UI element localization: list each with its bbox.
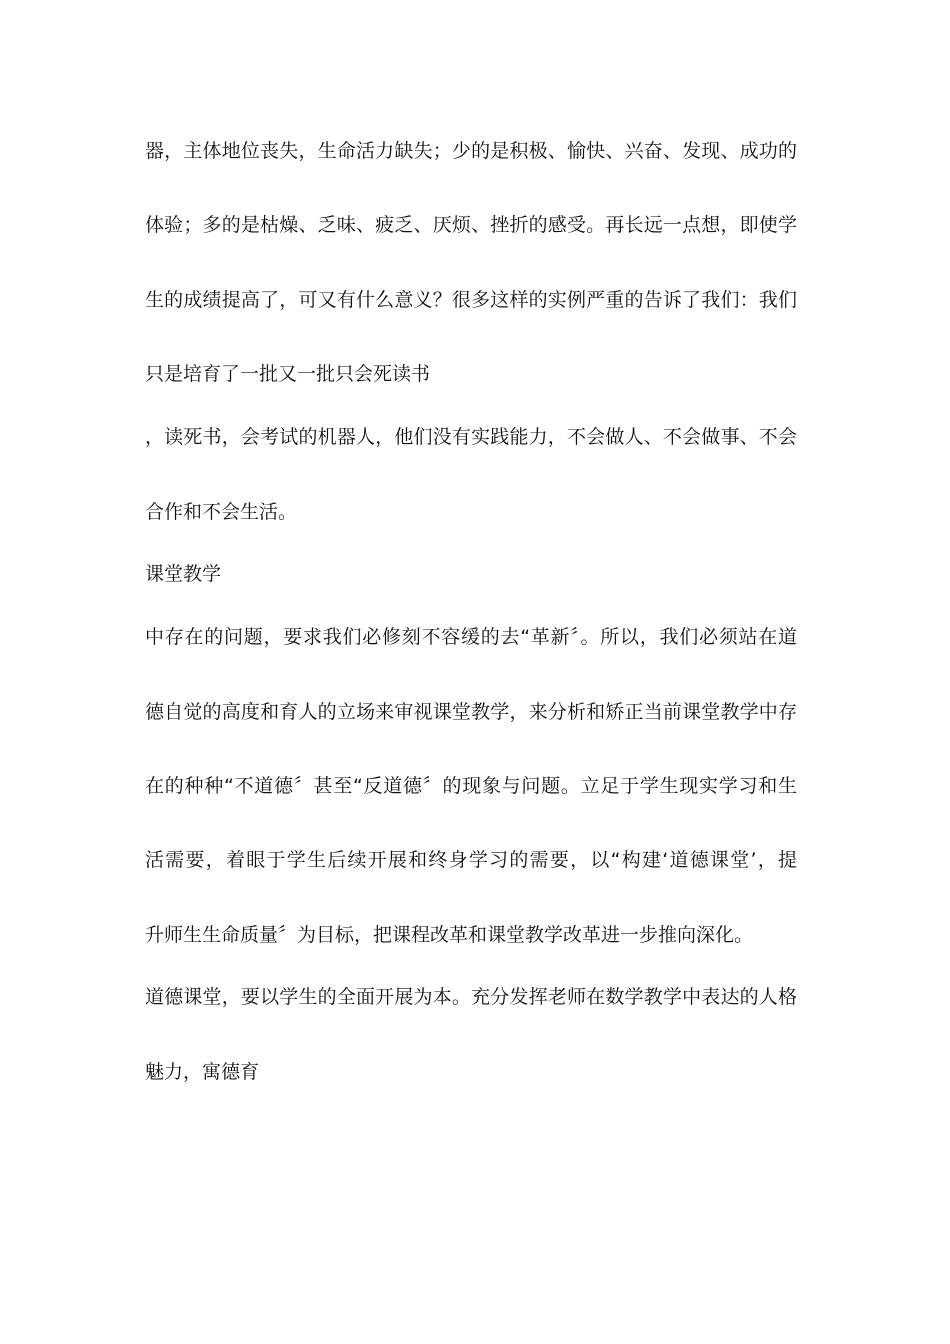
text-line-14: 魅力，寓德育 [145,1061,260,1083]
text-line-2: 体验；多的是枯燥、乏味、疲乏、厌烦、挫折的感受。再长远一点想，即使学 [145,214,797,236]
text-line-7: 课堂教学 [145,563,222,585]
text-line-5: ，读死书，会考试的机器人，他们没有实践能力，不会做人、不会做事、不会 [145,426,797,448]
text-line-13: 道德课堂，要以学生的全面开展为本。充分发挥老师在数学教学中表达的人格 [145,986,797,1008]
text-line-4: 只是培育了一批又一批只会死读书 [145,363,431,385]
text-line-6: 合作和不会生活。 [145,501,298,523]
text-line-3: 生的成绩提高了，可又有什么意义？很多这样的实例严重的告诉了我们：我们 [145,289,797,311]
text-line-9: 德自觉的高度和育人的立场来审视课堂教学，来分析和矫正当前课堂教学中存 [145,701,797,723]
text-line-11: 活需要，着眼于学生后续开展和终身学习的需要，以“构建‘道德课堂’，提 [145,849,797,871]
text-line-12: 升师生生命质量〞为目标，把课程改革和课堂教学改革进一步推向深化。 [145,924,754,946]
text-line-10: 在的种种“不道德〞甚至“反道德〞的现象与问题。立足于学生现实学习和生 [145,775,797,797]
text-line-1: 器，主体地位丧失，生命活力缺失；少的是积极、愉快、兴奋、发现、成功的 [145,140,797,162]
text-line-8: 中存在的问题，要求我们必修刻不容缓的去“革新〞。所以，我们必须站在道 [145,626,797,648]
